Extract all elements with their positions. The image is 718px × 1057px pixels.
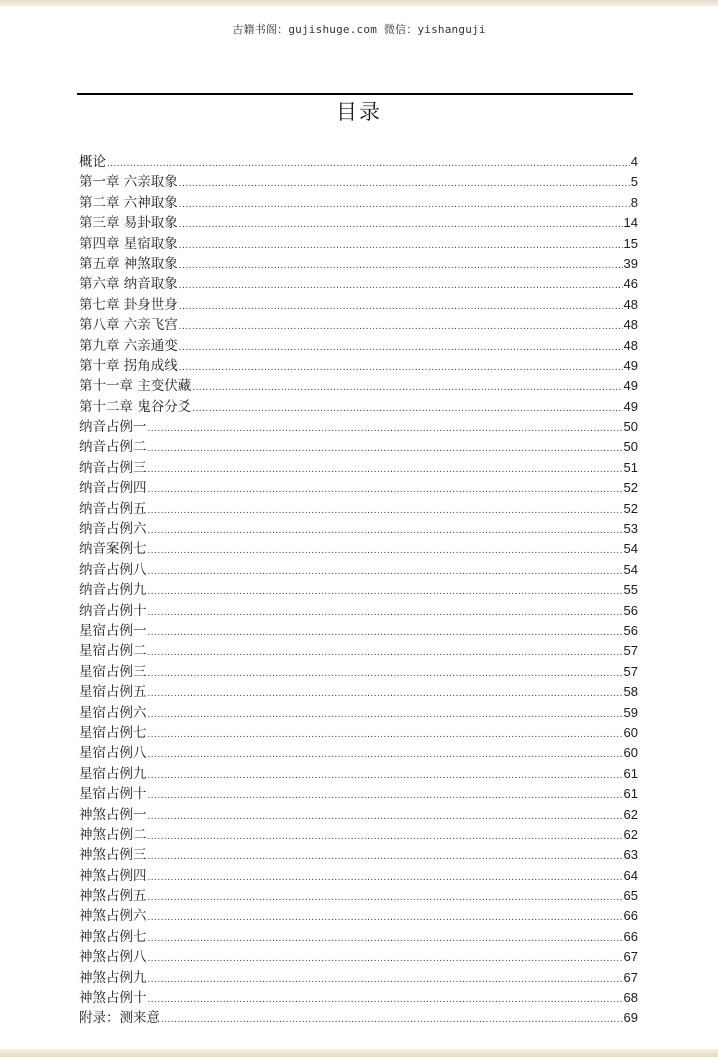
toc-entry-page-number: 61 [623, 786, 638, 802]
dot-leader [192, 403, 622, 414]
toc-entry[interactable] [79, 456, 638, 476]
document-page [0, 6, 718, 1049]
toc-entry-page-number: 66 [623, 928, 638, 944]
toc-entry-page-number: 68 [623, 990, 638, 1006]
toc-entry-page-number: 56 [623, 622, 638, 638]
toc-entry-page-number: 48 [623, 337, 638, 353]
toc-entry-label: 神煞占例九 [79, 969, 147, 986]
dot-leader [148, 770, 623, 781]
toc-entry-page-number: 51 [623, 459, 638, 475]
dot-leader [148, 505, 623, 516]
toc-entry-page-number: 64 [623, 867, 638, 883]
toc-entry-label: 神煞占例三 [79, 847, 147, 864]
toc-entry[interactable] [79, 619, 638, 639]
toc-entry-label: 星宿占例八 [79, 745, 147, 762]
dot-leader [179, 219, 623, 230]
toc-entry-label: 附录：测来意 [79, 1010, 160, 1027]
toc-entry[interactable] [79, 1006, 638, 1026]
toc-entry-label: 纳音占例五 [79, 500, 147, 517]
toc-entry-label: 星宿占例二 [79, 643, 147, 660]
toc-entry-page-number: 58 [623, 684, 638, 700]
toc-entry[interactable] [79, 782, 638, 802]
dot-leader [148, 586, 623, 597]
dot-leader [148, 709, 623, 720]
toc-entry[interactable] [79, 272, 638, 292]
dot-leader [179, 240, 623, 251]
dot-leader [179, 301, 623, 312]
toc-entry-page-number: 39 [623, 255, 638, 271]
toc-entry-page-number: 60 [623, 745, 638, 761]
toc-entry-label: 第五章 神煞取象 [79, 255, 178, 272]
dot-leader [192, 382, 622, 393]
toc-entry-label: 神煞占例七 [79, 928, 147, 945]
toc-entry-page-number: 46 [623, 276, 638, 292]
toc-entry[interactable] [79, 170, 638, 190]
toc-entry-label: 星宿占例六 [79, 704, 147, 721]
toc-entry-page-number: 55 [623, 582, 638, 598]
toc-entry[interactable] [79, 945, 638, 965]
toc-entry-label: 纳音占例二 [79, 439, 147, 456]
dot-leader [148, 443, 623, 454]
toc-entry-page-number: 54 [623, 561, 638, 577]
toc-entry-label: 神煞占例十 [79, 990, 147, 1007]
toc-title: 目录 [336, 100, 382, 124]
toc-entry-label: 神煞占例五 [79, 888, 147, 905]
toc-entry[interactable] [79, 701, 638, 721]
toc-entry-page-number: 66 [623, 908, 638, 924]
toc-entry-page-number: 49 [623, 378, 638, 394]
toc-entry-label: 第八章 六亲飞宫 [79, 317, 178, 334]
toc-entry[interactable] [79, 497, 638, 517]
toc-entry-label: 纳音占例六 [79, 521, 147, 538]
toc-entry-page-number: 14 [623, 215, 638, 231]
dot-leader [179, 178, 630, 189]
toc-entry-page-number: 5 [630, 174, 638, 190]
toc-entry-page-number: 49 [623, 357, 638, 373]
dot-leader [179, 321, 623, 332]
toc-entry[interactable] [79, 374, 638, 394]
toc-entry[interactable] [79, 823, 638, 843]
toc-entry[interactable] [79, 762, 638, 782]
dot-leader [148, 749, 623, 760]
toc-entry[interactable] [79, 578, 638, 598]
toc-entry-page-number: 57 [623, 643, 638, 659]
toc-entry-label: 神煞占例六 [79, 908, 147, 925]
toc-entry[interactable] [79, 354, 638, 374]
dot-leader [148, 953, 623, 964]
toc-entry[interactable] [79, 884, 638, 904]
dot-leader [148, 912, 623, 923]
dot-leader [179, 362, 623, 373]
toc-entry-label: 第三章 易卦取象 [79, 215, 178, 232]
dot-leader [107, 158, 630, 169]
dot-leader [179, 199, 630, 210]
toc-entry[interactable] [79, 293, 638, 313]
dot-leader [148, 811, 623, 822]
toc-entry-label: 纳音占例八 [79, 561, 147, 578]
toc-entry-label: 第十一章 主变伏藏 [79, 378, 192, 395]
toc-entry-label: 纳音占例一 [79, 419, 147, 436]
toc-entry[interactable] [79, 680, 638, 700]
toc-entry[interactable] [79, 313, 638, 333]
toc-entry-page-number: 60 [623, 724, 638, 740]
toc-entry[interactable] [79, 925, 638, 945]
toc-entry[interactable] [79, 395, 638, 415]
toc-entry-label: 第十二章 鬼谷分爻 [79, 398, 192, 415]
toc-entry-label: 星宿占例九 [79, 765, 147, 782]
toc-entry[interactable] [79, 252, 638, 272]
toc-entry[interactable] [79, 150, 638, 170]
toc-entry-label: 星宿占例五 [79, 684, 147, 701]
toc-entry-page-number: 69 [623, 1010, 638, 1026]
toc-entry-label: 纳音占例九 [79, 582, 147, 599]
toc-entry[interactable] [79, 334, 638, 354]
toc-entry[interactable] [79, 843, 638, 863]
dot-leader [148, 688, 623, 699]
toc-entry[interactable] [79, 599, 638, 619]
toc-entry-label: 第六章 纳音取象 [79, 276, 178, 293]
dot-leader [148, 974, 623, 985]
toc-entry-label: 第十章 拐角成线 [79, 357, 178, 374]
toc-entry[interactable] [79, 191, 638, 211]
dot-leader [148, 423, 623, 434]
toc-entry-page-number: 67 [623, 969, 638, 985]
toc-entry-label: 星宿占例七 [79, 724, 147, 741]
toc-entry-label: 神煞占例八 [79, 949, 147, 966]
toc-entry-label: 星宿占例一 [79, 622, 147, 639]
dot-leader [148, 647, 623, 658]
dot-leader [148, 668, 623, 679]
toc-entry-label: 第四章 星宿取象 [79, 235, 178, 252]
dot-leader [148, 994, 623, 1005]
toc-entry-label: 神煞占例一 [79, 806, 147, 823]
toc-entry[interactable] [79, 721, 638, 741]
page-bottom-edge [0, 1049, 718, 1057]
toc-entry-page-number: 50 [623, 419, 638, 435]
dot-leader [148, 729, 623, 740]
toc-entry[interactable] [79, 517, 638, 537]
dot-leader [179, 342, 623, 353]
toc-entry-page-number: 52 [623, 480, 638, 496]
toc-entry-page-number: 62 [623, 806, 638, 822]
toc-entry-page-number: 54 [623, 541, 638, 557]
toc-entry-page-number: 65 [623, 888, 638, 904]
toc-entry-page-number: 48 [623, 317, 638, 333]
toc-entry-page-number: 56 [623, 602, 638, 618]
dot-leader [148, 627, 623, 638]
dot-leader [148, 484, 623, 495]
dot-leader [179, 260, 623, 271]
toc-entry-label: 纳音占例三 [79, 459, 147, 476]
toc-entry-label: 星宿占例十 [79, 786, 147, 803]
toc-entry[interactable] [79, 966, 638, 986]
dot-leader [148, 607, 623, 618]
dot-leader [148, 566, 623, 577]
dot-leader [148, 525, 623, 536]
toc-entry[interactable] [79, 741, 638, 761]
dot-leader [179, 280, 623, 291]
toc-entry-label: 第七章 卦身世身 [79, 296, 178, 313]
toc-entry-label: 第一章 六亲取象 [79, 174, 178, 191]
toc-entry[interactable] [79, 803, 638, 823]
toc-entry[interactable] [79, 986, 638, 1006]
toc-entry-label: 概论 [79, 154, 106, 170]
toc-entry-page-number: 67 [623, 949, 638, 965]
toc-entry[interactable] [79, 660, 638, 680]
toc-entry-page-number: 57 [623, 663, 638, 679]
toc-entry-page-number: 4 [630, 154, 638, 169]
toc-entry[interactable] [79, 639, 638, 659]
toc-entry[interactable] [79, 232, 638, 252]
toc-entry-page-number: 62 [623, 826, 638, 842]
toc-entry-page-number: 48 [623, 296, 638, 312]
dot-leader [148, 545, 623, 556]
dot-leader [148, 851, 623, 862]
toc-entry[interactable] [79, 904, 638, 924]
toc-entry-label: 纳音占例十 [79, 602, 147, 619]
toc-entry[interactable] [79, 864, 638, 884]
dot-leader [148, 892, 623, 903]
toc-entry-page-number: 52 [623, 500, 638, 516]
dot-leader [148, 831, 623, 842]
toc-entry-label: 神煞占例二 [79, 826, 147, 843]
toc-entry-label: 神煞占例四 [79, 867, 147, 884]
dot-leader [148, 933, 623, 944]
dot-leader [148, 464, 623, 475]
toc-entry-label: 纳音占例四 [79, 480, 147, 497]
toc-entry-page-number: 15 [623, 235, 638, 251]
toc-entry-page-number: 50 [623, 439, 638, 455]
toc-entry[interactable] [79, 211, 638, 231]
toc-entry[interactable] [79, 558, 638, 578]
source-header: 古籍书阁：gujishuge.com 微信：yishanguji [232, 23, 486, 36]
toc-entry-label: 第九章 六亲通变 [79, 337, 178, 354]
table-of-contents [79, 150, 638, 1027]
dot-leader [148, 872, 623, 883]
toc-entry-label: 第二章 六神取象 [79, 194, 178, 211]
toc-entry-page-number: 59 [623, 704, 638, 720]
toc-entry[interactable] [79, 476, 638, 496]
title-rule [77, 93, 633, 95]
toc-entry-label: 星宿占例三 [79, 663, 147, 680]
toc-entry-page-number: 53 [623, 521, 638, 537]
toc-entry-page-number: 63 [623, 847, 638, 863]
toc-entry-page-number: 61 [623, 765, 638, 781]
toc-entry[interactable] [79, 435, 638, 455]
toc-entry[interactable] [79, 537, 638, 557]
dot-leader [161, 1014, 623, 1025]
dot-leader [148, 790, 623, 801]
toc-entry-page-number: 8 [630, 194, 638, 210]
toc-entry-label: 纳音案例七 [79, 541, 147, 558]
toc-entry[interactable] [79, 415, 638, 435]
toc-entry-page-number: 49 [623, 398, 638, 414]
